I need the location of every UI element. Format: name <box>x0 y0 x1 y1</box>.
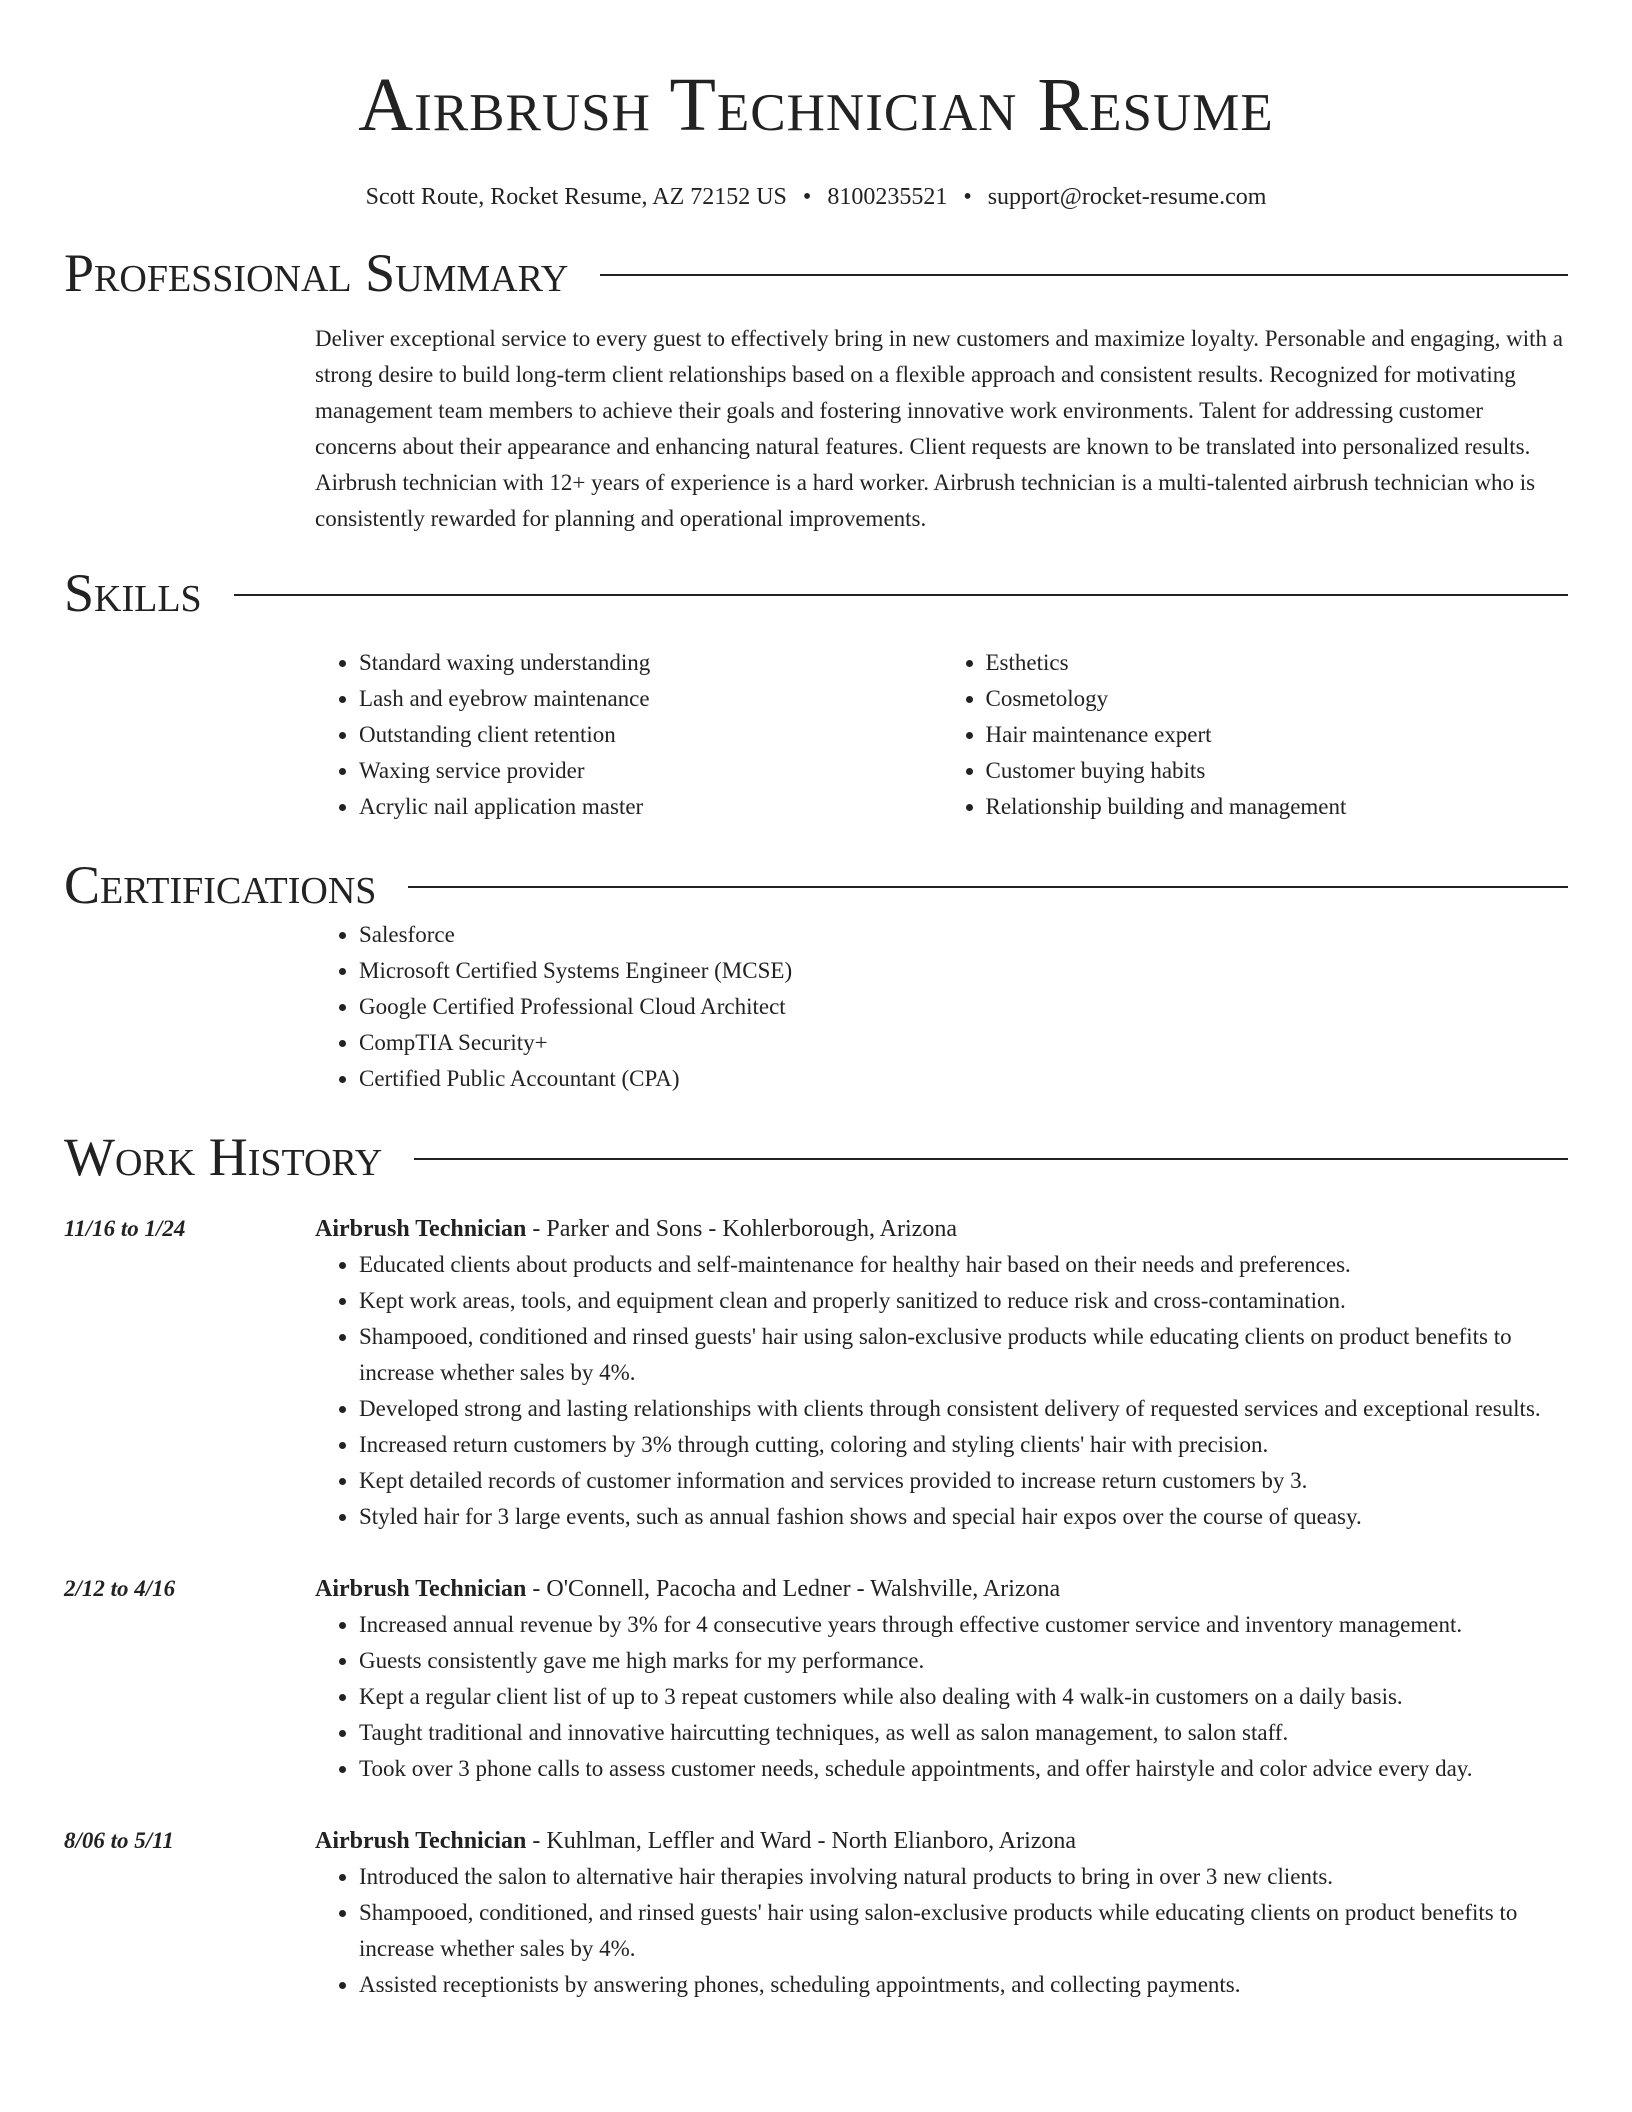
summary-header <box>64 241 1568 305</box>
job-bullet: • Educated clients about products and self-maintenance for healthy hair based on their needs and preferences. <box>359 1247 1568 1283</box>
skill-item: • Esthetics <box>986 645 1569 681</box>
skill-item: • Cosmetology <box>986 681 1569 717</box>
job-bullet: • Introduced the salon to alternative hair therapies involving natural products to bring in over 3 new clients. <box>359 1859 1568 1895</box>
certification-item: • Certified Public Accountant (CPA) <box>359 1061 1568 1097</box>
job-header <box>315 1823 1568 1859</box>
job-bullets <box>315 1859 1568 2003</box>
job-dates: 8/06 to 5/11 <box>64 1828 174 1853</box>
job-content <box>315 1823 1568 2003</box>
job-bullet: • Kept work areas, tools, and equipment clean and properly sanitized to reduce risk and cross-contamination. <box>359 1283 1568 1319</box>
contact-separator: • <box>802 184 812 210</box>
skill-item: • Lash and eyebrow maintenance <box>359 681 942 717</box>
summary-text: Deliver exceptional service to every guest to effectively bring in new customers and maximize loyalty. Personable and engaging, with a strong desire to build long-term client relationships based on a flexible approach and consistent results. Recognized for motivating management team members to achieve their goals and fostering innovative work environments. Talent for addressing customer concerns about their appearance and enhancing natural features. Client requests are known to be translated into personalized results. Airbrush technician with 12+ years of experience is a hard worker. Airbrush technician is a multi-talented airbrush technician who is consistently rewarded for planning and operational improvements. <box>315 326 1563 531</box>
skills-column-left <box>315 645 942 825</box>
work-history-header <box>64 1125 1568 1189</box>
skills-header <box>64 561 1568 625</box>
skill-item: • Relationship building and management <box>986 789 1569 825</box>
skill-item: • Waxing service provider <box>359 753 942 789</box>
job-entry <box>64 1823 1568 2003</box>
job-details: - O'Connell, Pacocha and Ledner - Walshville, Arizona <box>526 1576 1061 1602</box>
certification-item: • Google Certified Professional Cloud Architect <box>359 989 1568 1025</box>
job-title: Airbrush Technician <box>315 1828 527 1854</box>
job-header <box>315 1211 1568 1247</box>
job-bullet: • Shampooed, conditioned and rinsed guests' hair using salon-exclusive products while educating clients on product benefits to increase whether sales by 4%. <box>359 1319 1568 1391</box>
job-dates: 2/12 to 4/16 <box>64 1576 176 1601</box>
job-title: Airbrush Technician <box>315 1216 527 1242</box>
job-title: Airbrush Technician <box>315 1576 527 1602</box>
resume-title: Airbrush Technician Resume <box>358 63 1274 147</box>
certifications-heading: Certifications <box>64 855 377 915</box>
job-bullets <box>315 1247 1568 1535</box>
skill-item: • Hair maintenance expert <box>986 717 1569 753</box>
contact-line <box>64 184 1568 211</box>
job-bullet: • Increased return customers by 3% through cutting, coloring and styling clients' hair with precision. <box>359 1427 1568 1463</box>
certifications-section <box>64 853 1568 1097</box>
skill-item: • Standard waxing understanding <box>359 645 942 681</box>
section-divider <box>600 274 1568 276</box>
skill-item: • Customer buying habits <box>986 753 1569 789</box>
section-divider <box>408 886 1568 888</box>
section-divider <box>234 594 1568 596</box>
certifications-header <box>64 853 1568 917</box>
contact-phone: 8100235521 <box>827 184 948 210</box>
skills-body <box>315 645 1568 825</box>
job-entry <box>64 1571 1568 1787</box>
section-divider <box>414 1158 1568 1160</box>
work-history-heading: Work History <box>64 1127 383 1187</box>
contact-separator: • <box>963 184 972 210</box>
job-bullet: • Kept a regular client list of up to 3 repeat customers while also dealing with 4 walk-in customers on a daily basis. <box>359 1679 1568 1715</box>
skills-column-right <box>942 645 1569 825</box>
certifications-body <box>315 917 1568 1097</box>
summary-heading: Professional Summary <box>64 243 569 303</box>
skills-list-left <box>315 645 942 825</box>
certification-item: • Microsoft Certified Systems Engineer (MCSE) <box>359 953 1568 989</box>
work-history-section <box>64 1125 1568 2003</box>
summary-body <box>315 321 1568 537</box>
skills-heading: Skills <box>64 563 202 623</box>
job-bullet: • Increased annual revenue by 3% for 4 consecutive years through effective customer service and inventory management. <box>359 1607 1568 1643</box>
job-bullets <box>315 1607 1568 1787</box>
certification-item: • CompTIA Security+ <box>359 1025 1568 1061</box>
skills-list-right <box>942 645 1569 825</box>
job-content <box>315 1211 1568 1535</box>
job-bullet: • Shampooed, conditioned, and rinsed guests' hair using salon-exclusive products while educating clients on product benefits to increase whether sales by 4%. <box>359 1895 1568 1967</box>
skills-grid <box>315 645 1568 825</box>
skills-section <box>64 561 1568 825</box>
job-bullet: • Guests consistently gave me high marks for my performance. <box>359 1643 1568 1679</box>
certification-item: • Salesforce <box>359 917 1568 953</box>
job-content <box>315 1571 1568 1787</box>
job-bullet: • Took over 3 phone calls to assess customer needs, schedule appointments, and offer hairstyle and color advice every day. <box>359 1751 1568 1787</box>
job-details: - Kuhlman, Leffler and Ward - North Elianboro, Arizona <box>526 1828 1077 1854</box>
job-bullet: • Styled hair for 3 large events, such as annual fashion shows and special hair expos over the course of queasy. <box>359 1499 1568 1535</box>
job-bullet: • Assisted receptionists by answering phones, scheduling appointments, and collecting payments. <box>359 1967 1568 2003</box>
skill-item: • Outstanding client retention <box>359 717 942 753</box>
job-bullet: • Developed strong and lasting relationships with clients through consistent delivery of requested services and exceptional results. <box>359 1391 1568 1427</box>
summary-section <box>64 241 1568 537</box>
contact-email: support@rocket-resume.com <box>987 184 1267 210</box>
job-details: - Parker and Sons - Kohlerborough, Arizona <box>526 1216 957 1242</box>
certifications-list <box>315 917 1568 1097</box>
job-dates: 11/16 to 1/24 <box>64 1216 186 1241</box>
job-bullet: • Taught traditional and innovative haircutting techniques, as well as salon management, to salon staff. <box>359 1715 1568 1751</box>
job-header <box>315 1571 1568 1607</box>
job-bullet: • Kept detailed records of customer information and services provided to increase return customers by 3. <box>359 1463 1568 1499</box>
job-entry <box>64 1211 1568 1535</box>
contact-address: Scott Route, Rocket Resume, AZ 72152 US <box>365 184 787 210</box>
skill-item: • Acrylic nail application master <box>359 789 942 825</box>
